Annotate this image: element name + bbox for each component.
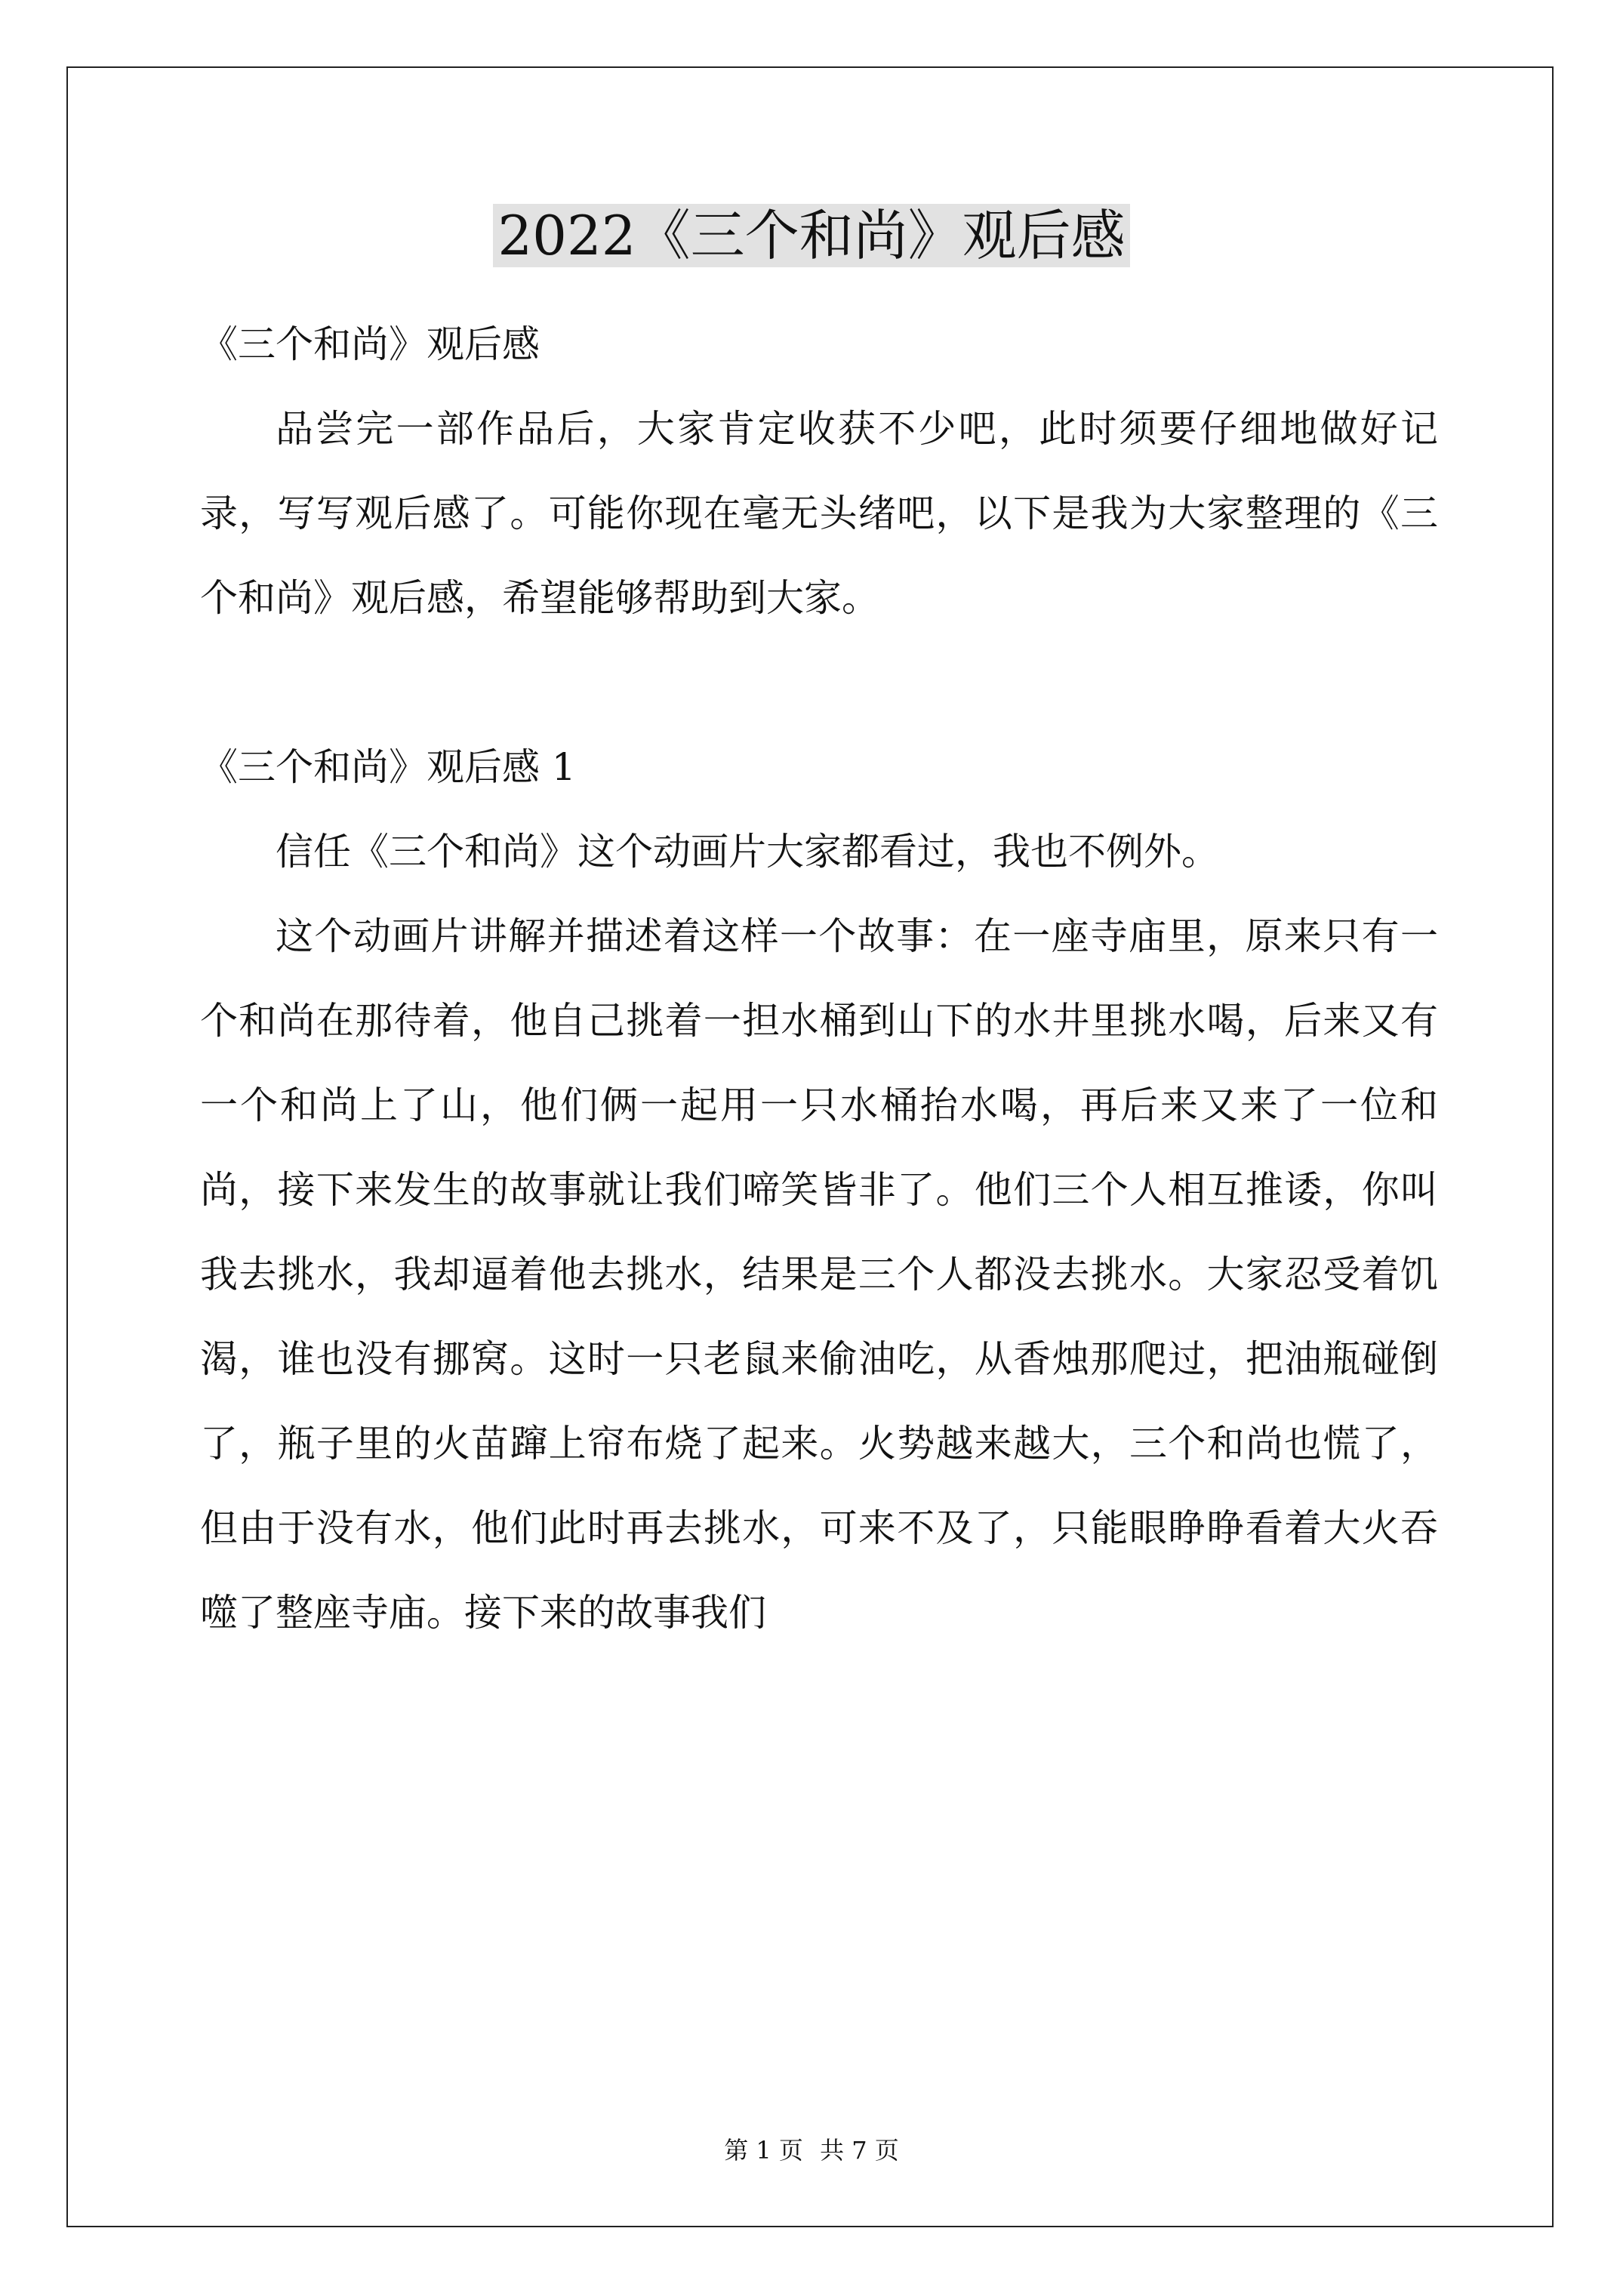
document-title (0, 198, 1623, 273)
page-footer (0, 2135, 1623, 2165)
document-title-text: 2022《三个和尚》观后感 (493, 204, 1129, 267)
document-body (200, 302, 1438, 1655)
intro-paragraph: 品尝完一部作品后，大家肯定收获不少吧，此时须要仔细地做好记录，写写观后感了。可能你现在毫无头绪吧，以下是我为大家整理的《三个和尚》观后感，希望能够帮助到大家。 (200, 407, 1438, 620)
section-spacer (200, 640, 1438, 725)
section1-paragraph-1: 信任《三个和尚》这个动画片大家都看过，我也不例外。 (276, 830, 1219, 874)
section1-paragraph-2: 这个动画片讲解并描述着这样一个故事：在一座寺庙里，原来只有一个和尚在那待着，他自己挑着一担水桶到山下的水井里挑水喝，后来又有一个和尚上了山，他们俩一起用一只水桶抬水喝，再后来又来了一位和尚，接下来发生的故事就让我们啼笑皆非了。他们三个人相互推诿，你叫我去挑水，我却逼着他去挑水，结果是三个人都没去挑水。大家忍受着饥渴，谁也没有挪窝。这时一只老鼠来偷油吃，从香烛那爬过，把油瓶碰倒了，瓶子里的火苗蹿上帘布烧了起来。火势越来越大，三个和尚也慌了，但由于没有水，他们此时再去挑水，可来不及了，只能眼睁睁看着大火吞噬了整座寺庙。接下来的故事我们 (200, 914, 1438, 1635)
intro-heading: 《三个和尚》观后感 (200, 322, 540, 366)
page-total: 共 7 页 (820, 2136, 899, 2165)
page-number: 第 1 页 (724, 2136, 803, 2165)
section1-heading: 《三个和尚》观后感 1 (200, 745, 576, 789)
